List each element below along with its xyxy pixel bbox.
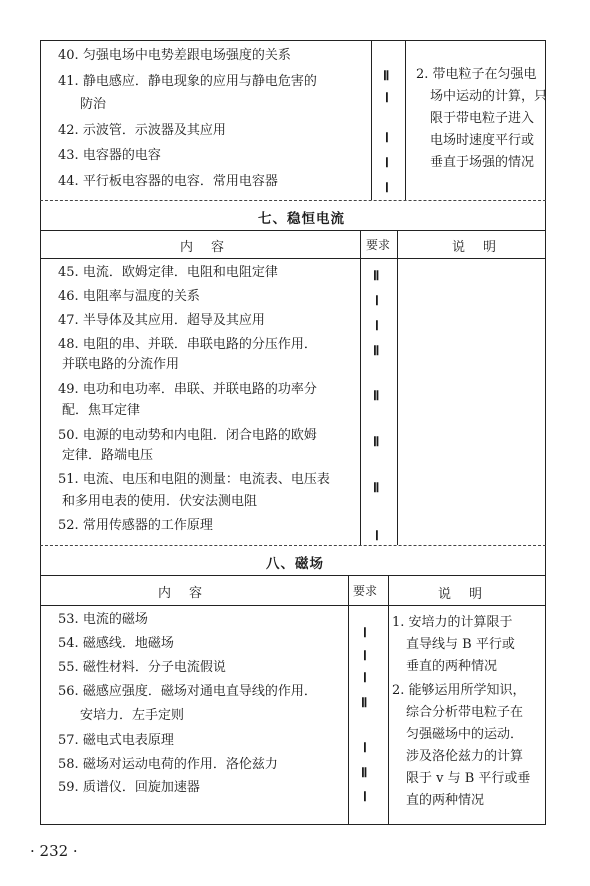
list-item: 46. 电阻率与温度的关系 (58, 289, 200, 304)
list-item: 45. 电流．欧姆定律．电阻和电阻定律 (58, 265, 278, 280)
requirement-level: Ⅰ (385, 90, 389, 105)
note-line: 匀强磁场中的运动． (406, 727, 524, 742)
requirement-level: Ⅰ (363, 625, 367, 640)
note-line: 直的两种情况 (406, 793, 485, 808)
list-item-continued: 定律．路端电压 (62, 448, 154, 463)
requirement-level: Ⅰ (385, 180, 389, 195)
top-req-left-rule (371, 40, 372, 200)
list-item-continued: 安培力．左手定则 (80, 708, 185, 723)
list-item: 58. 磁场对运动电荷的作用．洛伦兹力 (58, 757, 278, 772)
list-item-continued: 并联电路的分流作用 (62, 357, 180, 372)
requirement-level: Ⅰ (385, 130, 389, 145)
list-item: 41. 静电感应．静电现象的应用与静电危害的 (58, 74, 317, 89)
section7-requirement-header: 要求 (366, 238, 391, 252)
section7-req-right-rule (397, 230, 398, 545)
section7-content-header: 内容 (180, 240, 243, 255)
note-line: 2. 带电粒子在匀强电 (416, 67, 537, 82)
requirement-level: Ⅱ (373, 343, 380, 358)
requirement-level: Ⅱ (373, 480, 380, 495)
note-line: 限于带电粒子进入 (430, 111, 535, 126)
section8-title-rule (40, 575, 546, 576)
list-item-continued: 防治 (80, 97, 107, 112)
section7-note-header: 说明 (452, 240, 515, 255)
note-line: 1. 安培力的计算限于 (392, 615, 513, 630)
list-item: 49. 电功和电功率．串联、并联电路的功率分 (58, 382, 317, 397)
requirement-level: Ⅰ (363, 789, 367, 804)
requirement-level: Ⅰ (363, 740, 367, 755)
list-item: 48. 电阻的串、并联．串联电路的分压作用． (58, 337, 317, 352)
list-item: 53. 电流的磁场 (58, 612, 148, 627)
list-item: 52. 常用传感器的工作原理 (58, 518, 213, 533)
requirement-level: Ⅱ (373, 268, 380, 283)
section7-title-rule (40, 230, 546, 231)
top-req-right-rule (405, 40, 406, 200)
requirement-level: Ⅰ (363, 648, 367, 663)
list-item-continued: 配．焦耳定律 (62, 403, 141, 418)
section8-req-right-rule (388, 575, 389, 825)
note-line: 涉及洛伦兹力的计算 (406, 749, 524, 764)
requirement-level: Ⅱ (373, 434, 380, 449)
requirement-level: Ⅰ (375, 528, 379, 543)
requirement-level: Ⅱ (361, 765, 368, 780)
requirement-level: Ⅱ (361, 695, 368, 710)
list-item-continued: 和多用电表的使用．伏安法测电阻 (62, 494, 258, 509)
note-line: 直导线与 B 平行或 (406, 637, 515, 652)
requirement-level: Ⅱ (373, 388, 380, 403)
list-item: 54. 磁感线．地磁场 (58, 636, 174, 651)
list-item: 55. 磁性材料．分子电流假说 (58, 660, 226, 675)
list-item: 42. 示波管．示波器及其应用 (58, 123, 226, 138)
requirement-level: Ⅰ (385, 155, 389, 170)
requirement-level: Ⅰ (375, 318, 379, 333)
section8-header-rule (40, 605, 546, 606)
note-line: 垂直的两种情况 (406, 659, 498, 674)
section8-content-header: 内容 (158, 586, 221, 601)
section7-top-rule (40, 200, 546, 201)
section8-title: 八、磁场 (266, 556, 324, 572)
note-line: 场中运动的计算，只 (430, 89, 548, 104)
list-item: 57. 磁电式电表原理 (58, 733, 174, 748)
list-item: 47. 半导体及其应用．超导及其应用 (58, 313, 265, 328)
note-line: 2. 能够运用所学知识， (392, 683, 526, 698)
list-item: 43. 电容器的电容 (58, 148, 161, 163)
requirement-level: Ⅰ (375, 293, 379, 308)
section8-top-rule (40, 545, 546, 546)
note-line: 综合分析带电粒子在 (406, 705, 524, 720)
section8-req-left-rule (348, 575, 349, 825)
requirement-level: Ⅰ (363, 670, 367, 685)
page-number: · 232 · (30, 842, 78, 860)
list-item: 56. 磁感应强度．磁场对通电直导线的作用． (58, 684, 317, 699)
list-item: 44. 平行板电容器的电容．常用电容器 (58, 174, 278, 189)
list-item: 50. 电源的电动势和内电阻．闭合电路的欧姆 (58, 428, 317, 443)
section7-req-left-rule (360, 230, 361, 545)
section7-title: 七、稳恒电流 (258, 211, 345, 227)
list-item: 40. 匀强电场中电势差跟电场强度的关系 (58, 48, 291, 63)
requirement-level: Ⅱ (383, 68, 390, 83)
section8-note-header: 说明 (438, 587, 501, 602)
section8-requirement-header: 要求 (353, 584, 378, 598)
list-item: 59. 质谱仪．回旋加速器 (58, 780, 200, 795)
note-line: 垂直于场强的情况 (430, 155, 535, 170)
list-item: 51. 电流、电压和电阻的测量：电流表、电压表 (58, 472, 330, 487)
section7-header-rule (40, 258, 546, 259)
note-line: 限于 v 与 B 平行或垂 (406, 771, 531, 786)
note-line: 电场时速度平行或 (430, 133, 535, 148)
